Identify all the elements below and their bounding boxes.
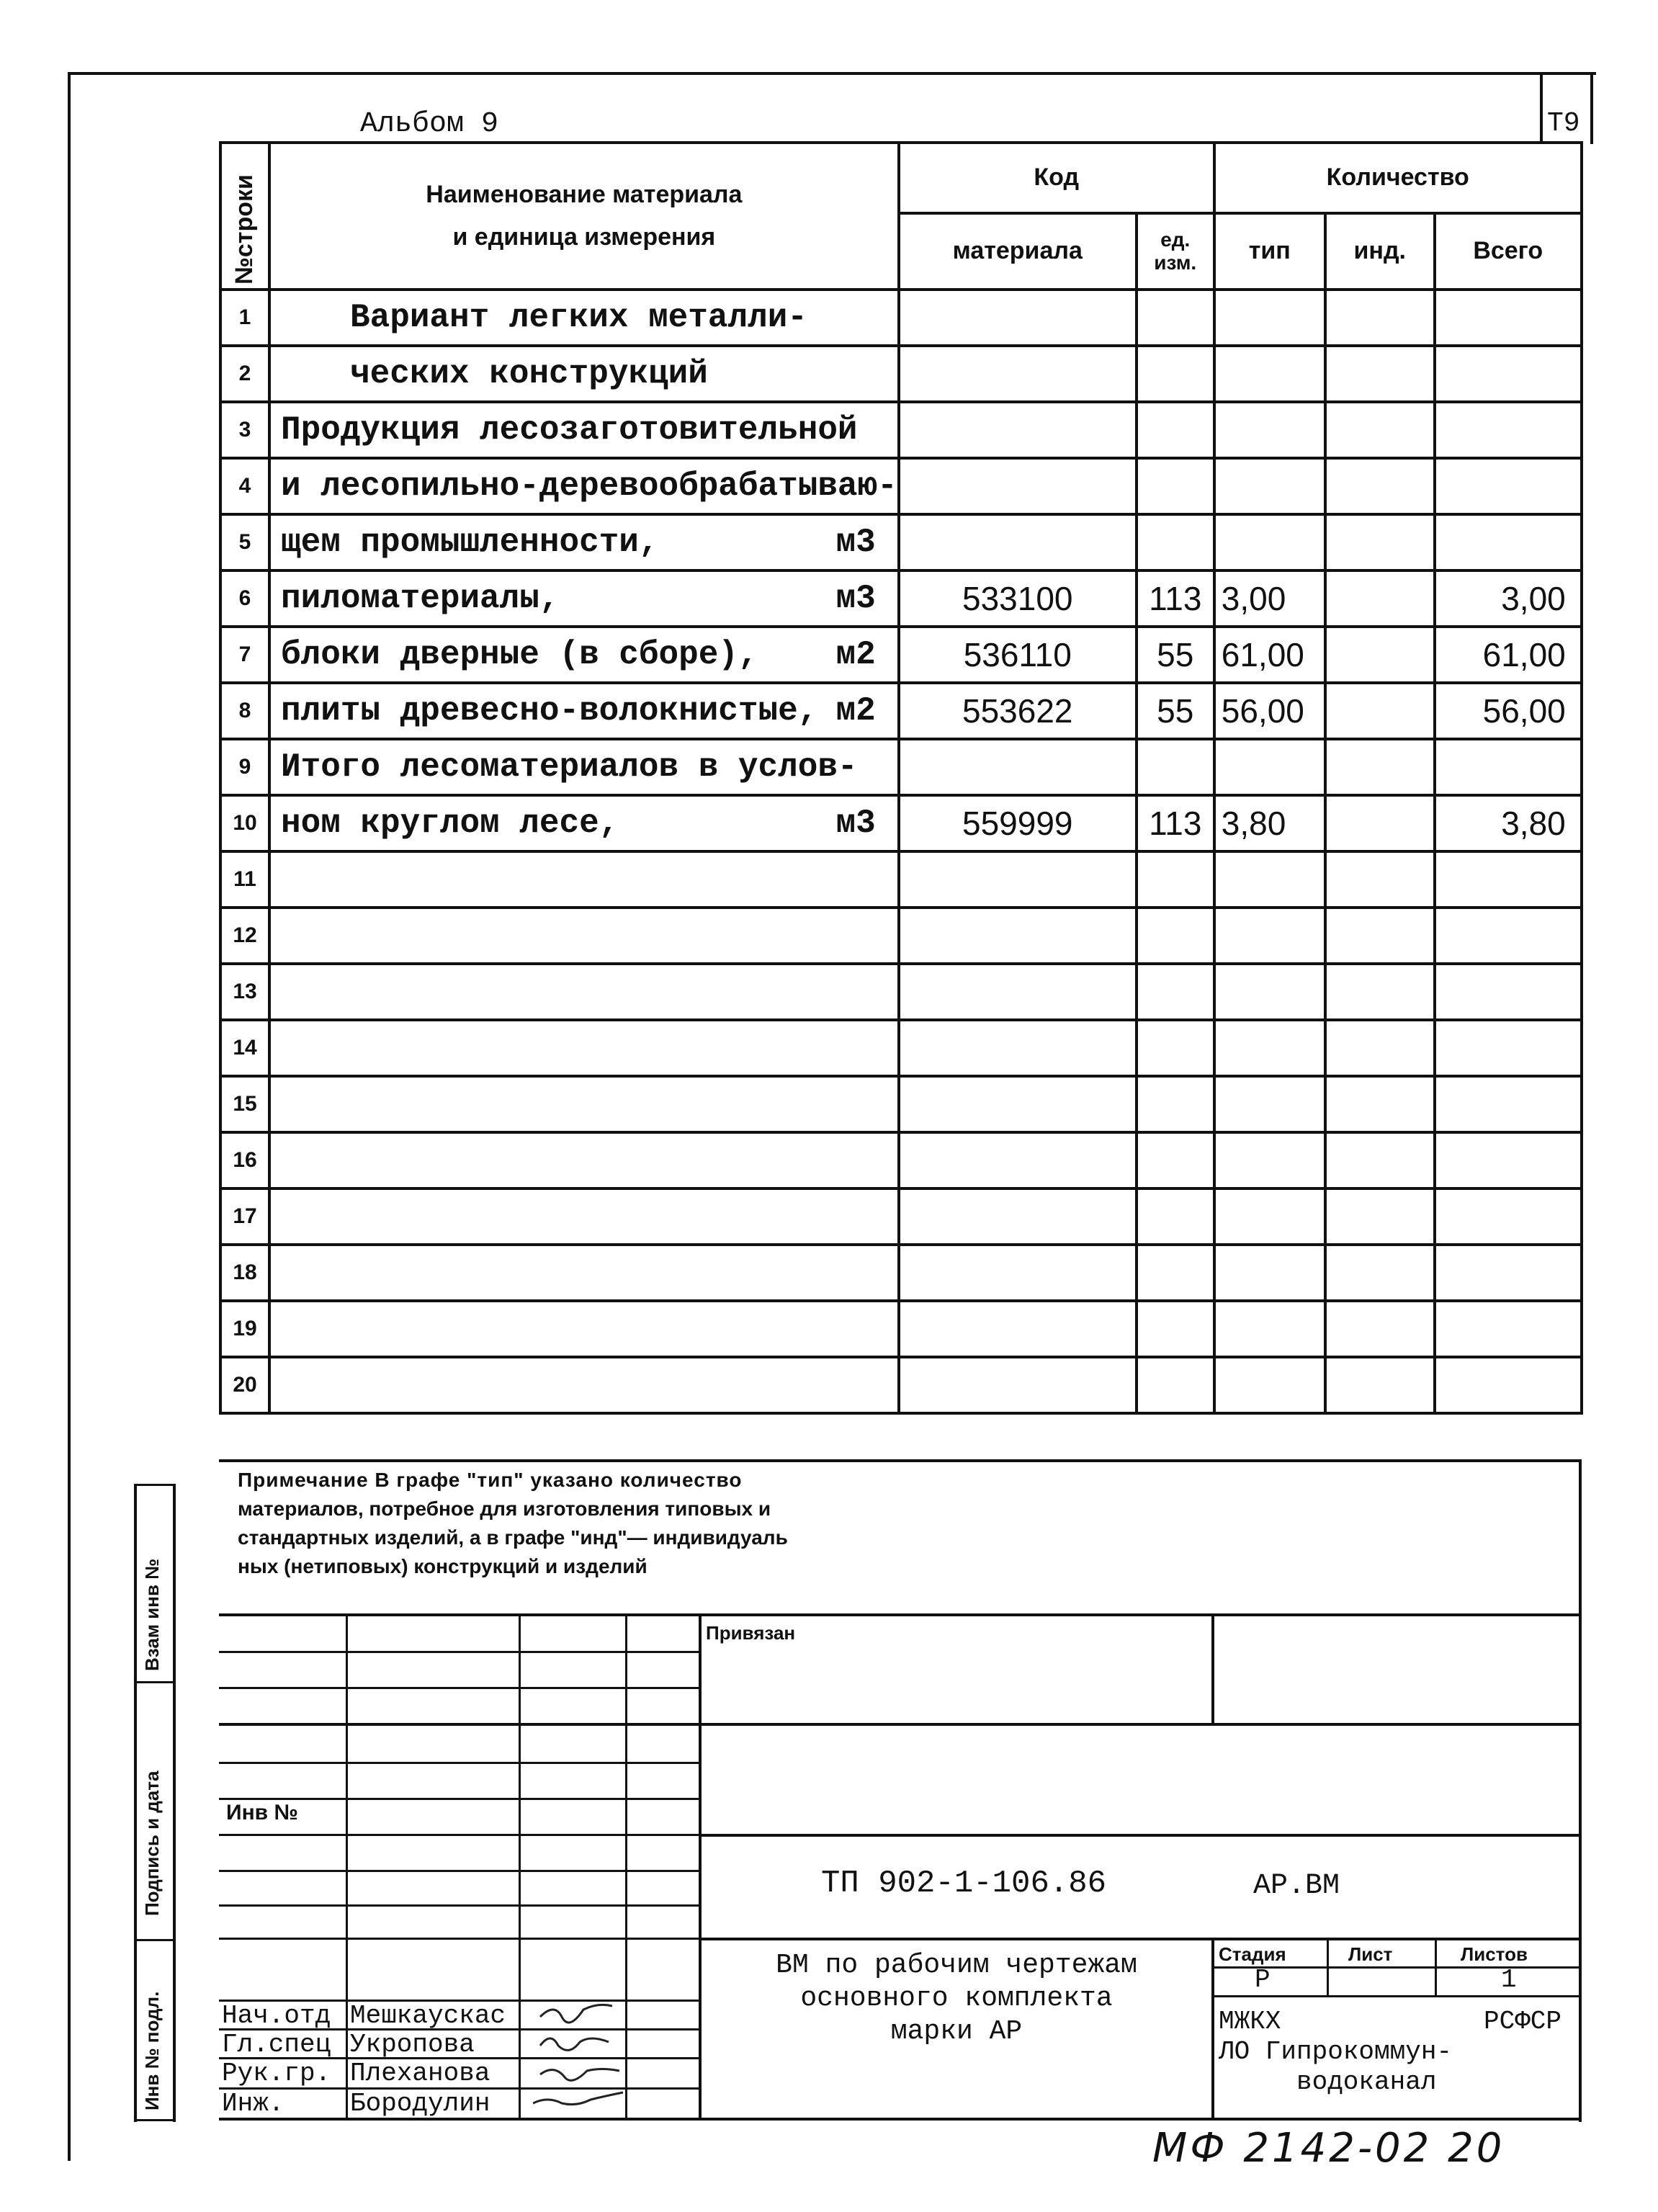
table-row (220, 1188, 1582, 1245)
row-ind (1325, 1357, 1435, 1413)
doc-mark: АР.ВМ (1253, 1870, 1340, 1902)
table-row (220, 570, 1582, 627)
row-ind (1325, 627, 1435, 683)
person-2: Укропова (350, 2030, 475, 2059)
side-strip-left (134, 1484, 137, 2122)
row-unit (1137, 964, 1214, 1020)
row-unit (1137, 908, 1214, 964)
stamp-h2 (699, 1834, 1582, 1837)
row-type: 3,00 (1214, 570, 1325, 627)
stamp-top (219, 1613, 1582, 1616)
row-unit (1137, 1188, 1214, 1245)
role-3: Рук.гр. (222, 2059, 331, 2088)
role-2: Гл.спец (222, 2030, 331, 2059)
row-number: 10 (220, 795, 269, 851)
row-ind (1325, 795, 1435, 851)
stamp-stage-v1 (1327, 1938, 1329, 1997)
person-3: Плеханова (350, 2059, 490, 2088)
grid-h3 (219, 1762, 699, 1764)
row-name (269, 908, 899, 964)
row-name (269, 1301, 899, 1357)
row-unit (1137, 851, 1214, 908)
row-ind (1325, 908, 1435, 964)
row-type (1214, 346, 1325, 402)
row-code (899, 1301, 1137, 1357)
table-row (220, 1076, 1582, 1132)
row-type (1214, 851, 1325, 908)
row-ind (1325, 1301, 1435, 1357)
row-code (899, 739, 1137, 795)
row-number: 16 (220, 1132, 269, 1188)
footer-code: МФ 2142-02 20 (1152, 2125, 1505, 2172)
row-type: 3,80 (1214, 795, 1325, 851)
row-number: 9 (220, 739, 269, 795)
grid-v1 (346, 1613, 348, 2121)
sheets-label: Листов (1461, 1943, 1528, 1965)
row-type (1214, 1245, 1325, 1301)
row-unit-label: м3 (835, 580, 876, 617)
doc-code: ТП 902-1-106.86 (821, 1866, 1107, 1902)
table-row (220, 1357, 1582, 1413)
row-name (269, 795, 899, 851)
row-number: 12 (220, 908, 269, 964)
row-ind (1325, 290, 1435, 346)
header-name-line1: Наименование материала (426, 181, 743, 208)
row-name-text: Итого лесоматериалов в услов- (281, 748, 858, 786)
row-total: 3,80 (1435, 795, 1582, 851)
signatures (533, 1995, 634, 2125)
row-code (899, 514, 1137, 570)
row-number: 14 (220, 1020, 269, 1076)
doc-title-line1: ВМ по рабочим чертежам (776, 1950, 1137, 1981)
row-name (269, 1076, 899, 1132)
row-total (1435, 964, 1582, 1020)
frame-right-top (1590, 72, 1593, 144)
row-total (1435, 402, 1582, 458)
header-row-1 (220, 143, 1582, 213)
row-name (269, 627, 899, 683)
row-name-text: и лесопильно-деревообрабатываю- (281, 467, 897, 505)
row-name (269, 964, 899, 1020)
row-number: 8 (220, 683, 269, 739)
row-unit-label: м2 (835, 692, 876, 730)
row-number: 13 (220, 964, 269, 1020)
header-unit: ед. изм. (1137, 213, 1214, 290)
org-line3: водоканал (1296, 2067, 1437, 2097)
row-type (1214, 290, 1325, 346)
row-code (899, 402, 1137, 458)
grid-h7 (219, 1904, 699, 1907)
row-name (269, 1357, 899, 1413)
row-code (899, 908, 1137, 964)
row-code (899, 290, 1137, 346)
grid-v2 (519, 1613, 521, 2121)
row-number: 4 (220, 458, 269, 514)
row-name (269, 458, 899, 514)
side-inv-podl: Инв № подл. (141, 1991, 163, 2110)
row-ind (1325, 683, 1435, 739)
row-unit-label: м3 (835, 805, 876, 842)
stage-value: Р (1255, 1965, 1271, 1994)
header-quantity: Количество (1214, 143, 1582, 213)
row-total (1435, 851, 1582, 908)
row-type (1214, 1357, 1325, 1413)
table-row (220, 346, 1582, 402)
row-unit (1137, 402, 1214, 458)
row-unit-label: м2 (835, 636, 876, 673)
row-number: 7 (220, 627, 269, 683)
stamp-right (1579, 1459, 1582, 2122)
row-ind (1325, 458, 1435, 514)
row-name (269, 1245, 899, 1301)
row-ind (1325, 1245, 1435, 1301)
row-number: 18 (220, 1245, 269, 1301)
row-type (1214, 908, 1325, 964)
table-row (220, 964, 1582, 1020)
row-code (899, 1076, 1137, 1132)
grid-h2 (219, 1687, 699, 1689)
stamp-v-priv (1211, 1613, 1214, 1726)
row-unit (1137, 514, 1214, 570)
row-name (269, 1020, 899, 1076)
row-name-text: ном круглом лесе, (281, 805, 619, 842)
row-unit: 55 (1137, 627, 1214, 683)
row-code (899, 1132, 1137, 1188)
side-h3 (134, 2119, 176, 2121)
row-type (1214, 514, 1325, 570)
row-name (269, 683, 899, 739)
row-ind (1325, 1132, 1435, 1188)
row-total (1435, 514, 1582, 570)
header-row-no: №строки (220, 143, 269, 290)
row-number: 15 (220, 1076, 269, 1132)
row-total (1435, 1357, 1582, 1413)
row-name (269, 514, 899, 570)
row-total (1435, 1301, 1582, 1357)
row-ind (1325, 739, 1435, 795)
side-h0 (134, 1484, 176, 1486)
row-unit (1137, 1020, 1214, 1076)
note-top (219, 1459, 1582, 1462)
row-ind (1325, 570, 1435, 627)
row-total (1435, 1245, 1582, 1301)
row-unit (1137, 739, 1214, 795)
grid-h4 (219, 1798, 699, 1800)
note-line4: ных (нетиповых) конструкций и изделий (238, 1555, 647, 1577)
header-ind: инд. (1325, 213, 1435, 290)
row-unit (1137, 1076, 1214, 1132)
row-total (1435, 1020, 1582, 1076)
row-type (1214, 1301, 1325, 1357)
row-unit (1137, 1132, 1214, 1188)
row-name-text: плиты древесно-волокнистые, (281, 692, 818, 730)
row-type: 56,00 (1214, 683, 1325, 739)
note (238, 1466, 1318, 1581)
row-total (1435, 739, 1582, 795)
table-row (220, 627, 1582, 683)
row-name (269, 290, 899, 346)
table-row (220, 1020, 1582, 1076)
row-total: 3,00 (1435, 570, 1582, 627)
stage-label: Стадия (1219, 1943, 1286, 1965)
row-ind (1325, 851, 1435, 908)
row-code (899, 458, 1137, 514)
header-type: тип (1214, 213, 1325, 290)
sheet-code-divider (1540, 72, 1543, 144)
sheet-code: Т9 (1547, 108, 1580, 139)
row-unit-label: м3 (835, 524, 876, 561)
role-1: Нач.отд (222, 2001, 331, 2030)
table-row (220, 290, 1582, 346)
row-ind (1325, 964, 1435, 1020)
stamp-v-org (1211, 1938, 1214, 2121)
row-type (1214, 964, 1325, 1020)
row-name (269, 739, 899, 795)
row-number: 17 (220, 1188, 269, 1245)
row-name (269, 851, 899, 908)
row-unit (1137, 458, 1214, 514)
row-type (1214, 1076, 1325, 1132)
row-ind (1325, 1188, 1435, 1245)
row-name (269, 1188, 899, 1245)
sheets-value: 1 (1501, 1965, 1517, 1994)
row-code (899, 346, 1137, 402)
side-h2 (134, 1939, 176, 1941)
note-line2: материалов, потребное для изготовления типовых и (238, 1497, 771, 1520)
row-name (269, 346, 899, 402)
org-line2: ЛО Гипрокоммун- (1219, 2037, 1453, 2067)
row-type (1214, 402, 1325, 458)
person-4: Бородулин (350, 2089, 490, 2118)
row-number: 6 (220, 570, 269, 627)
frame-left (68, 72, 71, 2161)
row-code: 559999 (899, 795, 1137, 851)
table-row (220, 1301, 1582, 1357)
side-vzam: Взам инв № (141, 1558, 163, 1671)
row-ind (1325, 1020, 1435, 1076)
album-label: Альбом 9 (360, 108, 499, 140)
grid-h5 (219, 1834, 699, 1836)
row-code (899, 851, 1137, 908)
row-number: 1 (220, 290, 269, 346)
row-name (269, 402, 899, 458)
row-type (1214, 458, 1325, 514)
row-total (1435, 346, 1582, 402)
row-type (1214, 1020, 1325, 1076)
row-code (899, 1357, 1137, 1413)
table-row (220, 683, 1582, 739)
header-total: Всего (1435, 213, 1582, 290)
org-line1: МЖКХ (1219, 2007, 1281, 2036)
row-number: 20 (220, 1357, 269, 1413)
row-unit (1137, 346, 1214, 402)
row-total (1435, 1132, 1582, 1188)
row-total (1435, 1076, 1582, 1132)
row-name-text: блоки дверные (в сборе), (281, 636, 758, 673)
stamp-h3 (699, 1938, 1582, 1940)
row-unit: 113 (1137, 570, 1214, 627)
doc-title-line3: марки АР (890, 2016, 1023, 2047)
side-podpis: Подпись и дата (141, 1770, 163, 1916)
grid-h6 (219, 1870, 699, 1872)
row-code: 536110 (899, 627, 1137, 683)
row-name-text: Вариант легких металли- (350, 299, 807, 336)
row-ind (1325, 346, 1435, 402)
stamp-stage-h2 (1211, 1995, 1582, 1997)
row-code (899, 1020, 1137, 1076)
side-h1 (134, 1681, 176, 1683)
row-number: 19 (220, 1301, 269, 1357)
table-row (220, 458, 1582, 514)
table-row (220, 1245, 1582, 1301)
row-name (269, 570, 899, 627)
row-unit (1137, 1301, 1214, 1357)
table-row (220, 514, 1582, 570)
row-name-text: пиломатериалы, (281, 580, 560, 617)
row-name-text: Продукция лесозаготовительной (281, 411, 858, 449)
row-total (1435, 290, 1582, 346)
materials-table (219, 141, 1583, 1415)
person-1: Мешкаускас (350, 2001, 506, 2030)
row-type (1214, 739, 1325, 795)
table-row (220, 402, 1582, 458)
note-line1: Примечание В графе "тип" указано количество (238, 1469, 743, 1491)
row-code: 533100 (899, 570, 1137, 627)
note-line3: стандартных изделий, а в графе "инд"— индивидуаль (238, 1526, 788, 1549)
table-row (220, 851, 1582, 908)
row-code (899, 1245, 1137, 1301)
row-unit (1137, 1357, 1214, 1413)
row-number: 2 (220, 346, 269, 402)
row-total (1435, 458, 1582, 514)
sheet-label: Лист (1348, 1943, 1393, 1965)
table-row (220, 908, 1582, 964)
row-unit (1137, 290, 1214, 346)
table-row (220, 739, 1582, 795)
row-number: 11 (220, 851, 269, 908)
row-unit: 113 (1137, 795, 1214, 851)
grid-h1 (219, 1651, 699, 1653)
row-total: 56,00 (1435, 683, 1582, 739)
privyazan-label: Привязан (706, 1622, 796, 1644)
doc-title (702, 1949, 1211, 2048)
row-ind (1325, 1076, 1435, 1132)
row-unit (1137, 1245, 1214, 1301)
stamp-h1 (219, 1723, 1582, 1726)
header-material: материала (899, 213, 1137, 290)
role-4: Инж. (222, 2089, 284, 2118)
row-unit: 55 (1137, 683, 1214, 739)
row-total (1435, 908, 1582, 964)
row-name (269, 1132, 899, 1188)
row-number: 3 (220, 402, 269, 458)
doc-title-line2: основного комплекта (800, 1983, 1113, 2014)
row-total (1435, 1188, 1582, 1245)
row-number: 5 (220, 514, 269, 570)
row-name-text: щем промышленности, (281, 524, 659, 561)
row-ind (1325, 402, 1435, 458)
row-code (899, 1188, 1137, 1245)
row-code: 553622 (899, 683, 1137, 739)
header-code: Код (899, 143, 1214, 213)
row-code (899, 964, 1137, 1020)
row-name-text: ческих конструкций (350, 355, 708, 393)
row-type (1214, 1132, 1325, 1188)
grid-h8 (219, 1938, 699, 1940)
row-type: 61,00 (1214, 627, 1325, 683)
header-name-line2: и единица измерения (452, 223, 716, 251)
row-ind (1325, 514, 1435, 570)
table-row (220, 1132, 1582, 1188)
header-name (269, 143, 899, 290)
org-line1b: РСФСР (1484, 2007, 1562, 2036)
side-strip-mid (173, 1484, 176, 2122)
inv-no-label: Инв № (226, 1801, 298, 1824)
table-row (220, 795, 1582, 851)
row-total: 61,00 (1435, 627, 1582, 683)
row-type (1214, 1188, 1325, 1245)
stamp-stage-v2 (1435, 1938, 1437, 1997)
